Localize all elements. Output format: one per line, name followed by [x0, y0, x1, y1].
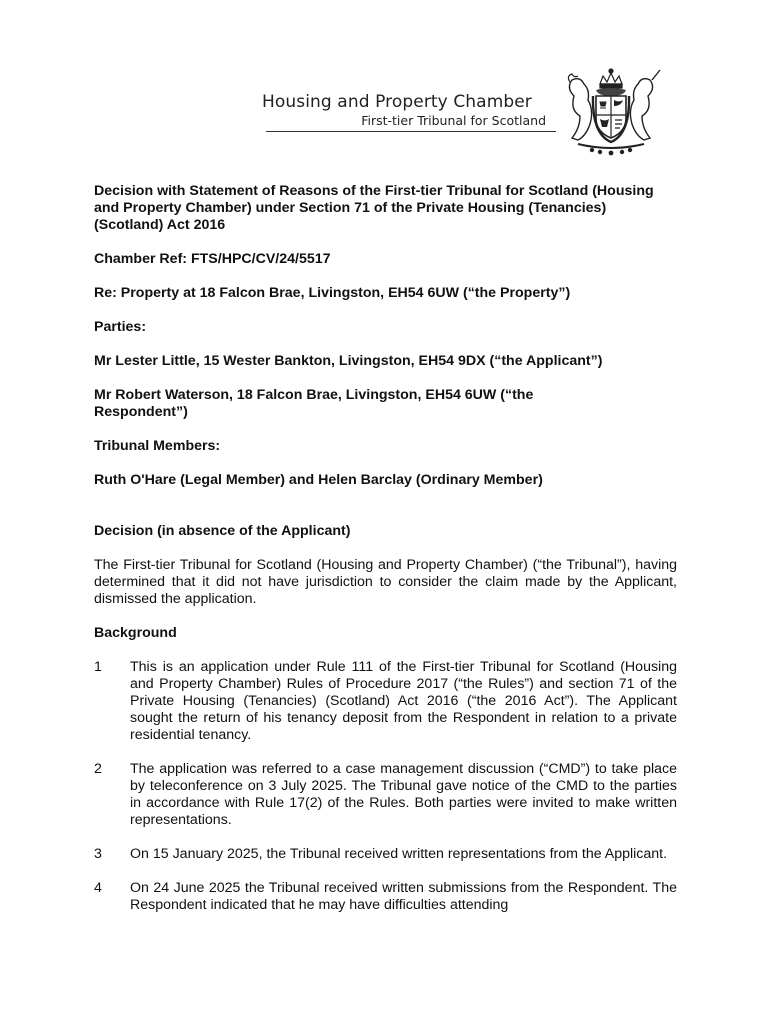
applicant-details: Mr Lester Little, 15 Wester Bankton, Livingston, EH54 9DX (“the Applicant”) [94, 353, 603, 369]
paragraph-number: 1 [94, 659, 102, 675]
paragraph-text: This is an application under Rule 111 of the First-tier Tribunal for Scotland (Housing and Property Chamber) Rules of Procedure 2017 (“the Rules”) and section 71 of the Private Housing (Tenancies) (Scotland) Act 2016 (“the 2016 Act”). The Applicant sought the return of his tenancy deposit from the Respondent in relation to a private residential tenancy. [130, 659, 677, 743]
decision-text: The First-tier Tribunal for Scotland (Housing and Property Chamber) (“the Tribunal”), having determined that it did not have jurisdiction to consider the claim made by the Applicant, dismissed the application. [94, 557, 677, 607]
coat-of-arms-logo [556, 66, 666, 156]
paragraph-text: On 24 June 2025 the Tribunal received written submissions from the Respondent. The Respondent indicated that he may have difficulties attending [130, 880, 677, 913]
decision-label: Decision (in absence of the Applicant) [94, 523, 351, 539]
numbered-paragraph [94, 659, 677, 744]
letterhead-title: Housing and Property Chamber [262, 92, 532, 112]
document-body [94, 183, 677, 914]
letterhead-rule [266, 131, 556, 132]
numbered-paragraph [94, 880, 677, 914]
letterhead [262, 92, 552, 128]
tribunal-members-label: Tribunal Members: [94, 438, 221, 454]
property-reference: Re: Property at 18 Falcon Brae, Livingston, EH54 6UW (“the Property”) [94, 285, 571, 301]
parties-label: Parties: [94, 319, 147, 335]
decision-heading: Decision with Statement of Reasons of the First-tier Tribunal for Scotland (Housing and Property Chamber) under Section 71 of the Private Housing (Tenancies) (Scotland) Act 2016 [94, 183, 654, 233]
numbered-paragraph [94, 761, 677, 829]
paragraph-number: 4 [94, 880, 102, 896]
paragraph-number: 2 [94, 761, 102, 777]
paragraph-number: 3 [94, 846, 102, 862]
numbered-paragraph [94, 846, 677, 863]
paragraph-text: The application was referred to a case management discussion (“CMD”) to take place by teleconference on 3 July 2025. The Tribunal gave notice of the CMD to the parties in accordance with Rule 17(2) of the Rules. Both parties were invited to make written representations. [130, 761, 677, 828]
chamber-reference: Chamber Ref: FTS/HPC/CV/24/5517 [94, 251, 331, 267]
tribunal-members: Ruth O'Hare (Legal Member) and Helen Barclay (Ordinary Member) [94, 472, 543, 488]
background-label: Background [94, 625, 177, 641]
respondent-details: Mr Robert Waterson, 18 Falcon Brae, Livingston, EH54 6UW (“the Respondent”) [94, 387, 534, 420]
paragraph-text: On 15 January 2025, the Tribunal received written representations from the Applicant. [130, 846, 668, 862]
letterhead-subtitle: First-tier Tribunal for Scotland [361, 113, 546, 128]
